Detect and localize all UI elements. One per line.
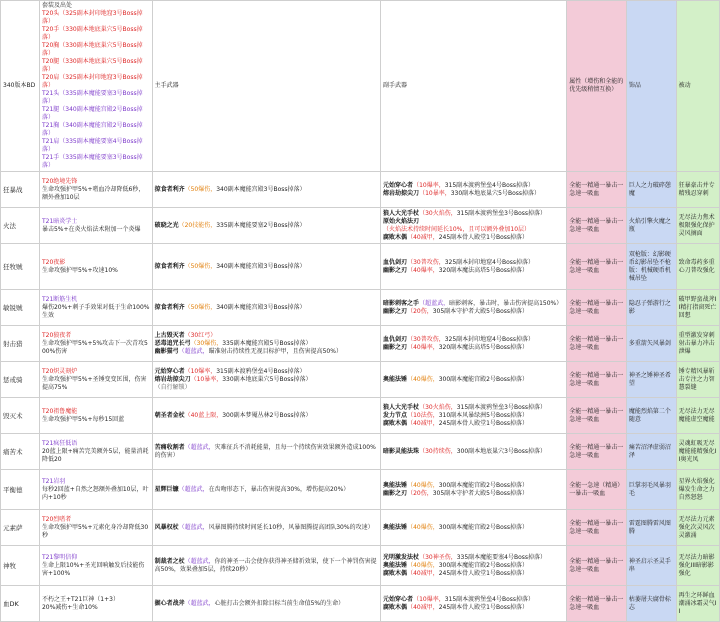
off-weapon-text: （10法伤， xyxy=(407,411,439,419)
table-row xyxy=(1,208,720,244)
set-bonus-cell xyxy=(39,290,152,326)
off-weapon-text: （40爆伤， xyxy=(407,375,439,383)
accessory-cell: 魔能烈焰第二个随意 xyxy=(626,398,676,434)
table-row xyxy=(1,398,720,434)
class-name: 火法 xyxy=(1,208,40,244)
off-weapon-text: （30火焰伤， xyxy=(419,403,457,411)
off-weapon-text: 325副本封印地窟4号Boss掉落） xyxy=(444,335,535,343)
set-bonus-cell xyxy=(39,208,152,244)
main-weapon-text: 心脏打击会额外扣除目标当前生命值5%的生命） xyxy=(214,599,345,607)
main-weapon-text: 335副本魔能宫殿5号Boss掉落） xyxy=(222,339,312,347)
off-weapon-text: 血仇剑刃 xyxy=(383,335,408,343)
main-weapon-text: 掘心者战斧 xyxy=(154,599,185,607)
attribute-cell: 全能一精通一暴击一急速一吸血 xyxy=(567,546,627,586)
set-bonus-text: 生命攻强护甲5%+每秒15回蓝 xyxy=(41,415,125,423)
off-weapon-text: （30持续伤， xyxy=(419,447,457,455)
main-weapon-text: 在齿吻形态下，暴击伤害提高30%，增伤提高20%） xyxy=(208,485,350,493)
main-weapon-cell xyxy=(152,362,380,398)
table-row xyxy=(1,362,720,398)
off-weapon-cell xyxy=(381,172,567,208)
off-weapon-text: （30神圣伤， xyxy=(419,553,457,561)
off-weapon-text: 奥能法锤 xyxy=(383,481,408,489)
passive-cell: 无尽法力焦术极限强化保护灵风摘面 xyxy=(676,208,719,244)
off-weapon-text: 310副本风暴绿洲5号Boss掉落） xyxy=(438,411,529,419)
off-weapon-cell xyxy=(381,510,567,546)
off-weapon-text: 320副本魔法高塔5号Boss掉落） xyxy=(438,343,529,351)
off-weapon-text: 315副本渡鸦堡垒3号Boss掉落） xyxy=(456,209,547,217)
main-weapon-text: 330副本地底巢穴5号Boss掉落） xyxy=(222,375,312,383)
attribute-cell: 全能一精通一暴击一急速一吸血 xyxy=(567,208,627,244)
off-weapon-text: 血仇剑刃 xyxy=(383,258,408,266)
main-weapon-text: （20技能伤， xyxy=(178,221,217,229)
main-weapon-text: 掠食者利齐 xyxy=(154,303,185,311)
off-weapon-text: （20伤， xyxy=(407,489,433,497)
class-name: 元素萨 xyxy=(1,510,40,546)
passive-cell: 致命毒药多重心刀普攻强化 xyxy=(676,244,719,290)
off-weapon-text: 暗影刺客之手 xyxy=(383,299,420,307)
accessory-cell: 巨人之力破碎憩魔 xyxy=(626,172,676,208)
class-name: 狂暴战 xyxy=(1,172,40,208)
main-weapon-cell xyxy=(152,586,380,622)
main-weapon-text: 星辉巨镰 xyxy=(154,485,179,493)
off-weapon-text: （火焰法术持续时间延长10%，且可以额外叠加10层） xyxy=(383,225,531,233)
attribute-cell: 全能一精通一暴击一急速一吸血 xyxy=(567,244,627,290)
off-weapon-text: 腐败木偶 xyxy=(383,419,408,427)
main-weapon-text: （超蓝武， xyxy=(184,443,215,451)
set-source-line: T20手（330副本地底巢穴5号Boss掉落） xyxy=(41,26,143,41)
accessory-cell: 雷霆图腾雷风图腾 xyxy=(626,510,676,546)
off-weapon-cell xyxy=(381,290,567,326)
set-bonus-text: T21暗炎学士 xyxy=(41,217,78,225)
main-weapon-text: （超蓝武， xyxy=(178,485,209,493)
passive-cell: 重型激发穿刺射击暴力冲击泄爆 xyxy=(676,326,719,362)
set-bonus-text: T20炽灵刻炉 xyxy=(41,367,78,375)
off-weapon-text: 光明激发法杖 xyxy=(383,553,420,561)
accessory-cell: 痛苦沼泽虚弱沼泽 xyxy=(626,434,676,470)
class-name: 平衡德 xyxy=(1,470,40,510)
main-weapon-text: 瞄准射击持续性无视目标护甲，且伤害提高50%） xyxy=(208,347,342,355)
off-weapon-cell xyxy=(381,244,567,290)
set-bonus-cell xyxy=(39,470,152,510)
off-weapon-text: （10爆率， xyxy=(413,181,445,189)
off-weapon-text: 315副本渡鸦堡垒4号Boss掉落） xyxy=(444,181,535,189)
off-weapon-text: 发力节点 xyxy=(383,411,408,419)
off-weapon-text: 幽影之刃 xyxy=(383,266,408,274)
off-weapon-text: （40减甲， xyxy=(407,233,439,241)
off-weapon-text: 245副本骨人殿堂1号Boss掉落） xyxy=(438,603,529,611)
main-weapon-text: 破晓之光 xyxy=(154,221,179,229)
passive-cell: 再生之环鲜血潮涌冰霜灵气II xyxy=(676,586,719,622)
off-weapon-text: 300副本地底巢穴3号Boss掉落） xyxy=(456,447,547,455)
accessory-cell: 多重箭矢风暴剑 xyxy=(626,326,676,362)
main-weapon-text: 335副本魔能要塞2号Boss掉落） xyxy=(216,221,306,229)
class-name: 敏锐贼 xyxy=(1,290,40,326)
off-weapon-text: 245副本骨人殿堂1号Boss掉落） xyxy=(438,419,529,427)
main-weapon-text: （自行解锁） xyxy=(154,383,191,391)
attribute-cell: 全能一急速（精通）一暴击一吸血 xyxy=(567,470,627,510)
off-weapon-cell xyxy=(381,586,567,622)
off-weapon-text: 腐败木偶 xyxy=(383,569,408,577)
passive-header: 被动 xyxy=(676,1,719,172)
set-header-cell xyxy=(39,1,152,172)
off-weapon-text: 300副本魔能宫殿2号Boss掉落） xyxy=(438,523,529,531)
main-weapon-cell xyxy=(152,326,380,362)
set-bonus-text: 生命攻强护甲5%+嗜血冷却降低6秒，额外叠加10层 xyxy=(41,185,145,201)
accessory-header: 饰品 xyxy=(626,1,676,172)
accessory-cell: 枯萎屠夫腐骨标志 xyxy=(626,586,676,622)
table-row xyxy=(1,470,720,510)
attribute-cell: 全能一精通一暴击一急速一吸血 xyxy=(567,362,627,398)
main-weapon-cell xyxy=(152,172,380,208)
table-row xyxy=(1,290,720,326)
set-bonus-text: T20狼夜者 xyxy=(41,331,72,339)
set-bonus-text: 每秒2回蓝+自然之怒额外叠加10层，叶内+10秒 xyxy=(41,485,149,501)
set-bonus-cell xyxy=(39,510,152,546)
set-bonus-text: 生命攻强护甲5%+元素化身冷却降低30秒 xyxy=(41,523,149,539)
set-bonus-cell xyxy=(39,546,152,586)
set-bonus-text: T20烈嗜者 xyxy=(41,515,72,523)
main-weapon-text: 风暴图腾持续时间延长10秒，风暴图腾提高团队30%的攻速） xyxy=(208,523,374,531)
off-weapon-text: 元始穿心者 xyxy=(383,595,414,603)
set-source-line: T21手（335副本魔能要塞3号Boss掉落） xyxy=(41,154,143,169)
main-weapon-text: 元始穿心者 xyxy=(154,367,185,375)
attribute-cell: 全能一精通一暴击一急速一吸血 xyxy=(567,172,627,208)
table-row xyxy=(1,510,720,546)
main-weapon-cell xyxy=(152,434,380,470)
header-row xyxy=(1,1,720,172)
off-weapon-text: 325副本封印地窟4号Boss掉落） xyxy=(444,258,535,266)
class-name: 血DK xyxy=(1,586,40,622)
set-source-line: T21肩（335副本魔能要塞4号Boss掉落） xyxy=(41,138,143,153)
set-bonus-cell xyxy=(39,326,152,362)
off-weapon-text: 幽影之刃 xyxy=(383,307,408,315)
set-bonus-text: 生命上限10%+圣光回响触发后技能伤害+100% xyxy=(41,561,145,577)
set-bonus-cell xyxy=(39,398,152,434)
set-bonus-cell xyxy=(39,172,152,208)
class-name: 狂牧贼 xyxy=(1,244,40,290)
off-weapon-text: 熔岩劫掠尖刀 xyxy=(383,189,420,197)
attribute-header: 属性（增伤和全能的优先级稍情互换） xyxy=(567,1,627,172)
main-weapon-text: （30红弓） xyxy=(184,331,217,339)
set-bonus-cell xyxy=(39,434,152,470)
passive-cell: 无尽法力暗影强化III暗影影强化 xyxy=(676,546,719,586)
off-weapon-text: 暗影灵能法珠 xyxy=(383,447,420,455)
off-weapon-text: 幽影之刃 xyxy=(383,343,408,351)
attribute-cell: 全能一精通一暴击一急速一吸血 xyxy=(567,586,627,622)
main-weapon-text: （10暴率， xyxy=(190,375,223,383)
main-weapon-text: （超蓝武， xyxy=(184,557,215,565)
set-bonus-text: 生命攻强护甲5%+5%攻击下一次青攻500%伤害 xyxy=(41,339,148,355)
main-weapon-text: （超蓝武， xyxy=(178,347,209,355)
set-bonus-text: 生命攻强护甲5%+攻速10% xyxy=(41,266,118,274)
main-weapon-text: 300副本梦魇丛林2号Boss掉落） xyxy=(222,411,312,419)
off-weapon-text: 320副本魔法高塔5号Boss掉落） xyxy=(438,266,529,274)
off-weapon-cell xyxy=(381,326,567,362)
table-row xyxy=(1,586,720,622)
set-bonus-text: 爆伤20%+刺子手效果对低于生命100%生效 xyxy=(41,303,150,319)
set-bonus-text: T20祖鲁魔能 xyxy=(41,407,78,415)
set-bonus-text: T21岩羽 xyxy=(41,477,66,485)
off-weapon-text: 300副本魔能宫殿2号Boss掉落） xyxy=(438,481,529,489)
main-weapon-text: 苦痛收割者 xyxy=(154,443,185,451)
off-weapon-text: 300副本魔能宫殿2号Boss掉落） xyxy=(438,561,529,569)
passive-cell: 狂暴豪击并专精残忍穿刺 xyxy=(676,172,719,208)
off-weapon-text: 300副本魔能宫殿2号Boss掉落） xyxy=(438,375,529,383)
attribute-cell: 全能一精通一暴击一急速一吸血 xyxy=(567,510,627,546)
off-weapon-text: （40爆伤， xyxy=(407,481,439,489)
off-weapon-text: 305副本守护者大殿5号Boss掉落） xyxy=(432,489,529,497)
off-weapon-text: 奥能法锤 xyxy=(383,523,408,531)
main-weapon-cell xyxy=(152,244,380,290)
off-weapon-text: 245副本骨人殿堂1号Boss掉落） xyxy=(438,233,529,241)
set-bonus-cell xyxy=(39,244,152,290)
set-bonus-text: 20%减伤+生命10% xyxy=(41,603,98,611)
set-bonus-text: T21断筋生机 xyxy=(41,295,78,303)
accessory-cell: 巨掌羽毛风暴羽毛 xyxy=(626,470,676,510)
main-weapon-text: 灾难征兵不消耗能量，且每一个持续伤害效果额外造成100%的伤害） xyxy=(154,443,376,459)
accessory-cell: 神圣之锤神圣希望 xyxy=(626,362,676,398)
main-weapon-text: 恶毒追咒长弓 xyxy=(154,339,191,347)
off-weapon-text: 305副本守护者大殿5号Boss掉落） xyxy=(432,307,529,315)
off-weapon-text: （40爆伤， xyxy=(407,523,439,531)
off-weapon-text: （超蓝武， xyxy=(419,299,450,307)
main-weapon-text: （50爆伤， xyxy=(184,262,217,270)
off-weapon-cell xyxy=(381,546,567,586)
table-row xyxy=(1,326,720,362)
off-weapon-header: 副手武器 xyxy=(381,1,567,172)
attribute-cell: 全能一精通一暴击一急速一吸血 xyxy=(567,326,627,362)
off-weapon-cell xyxy=(381,398,567,434)
main-weapon-text: （40蓝上限， xyxy=(184,411,223,419)
accessory-cell: 隐忍子弹游行之影 xyxy=(626,290,676,326)
off-weapon-text: 狼人大光手杖 xyxy=(383,209,420,217)
off-weapon-text: （10爆率， xyxy=(413,595,445,603)
off-weapon-text: 奥能法锤 xyxy=(383,561,408,569)
set-source-line: T20腿（330副本地底巢穴5号Boss掉落） xyxy=(41,58,143,73)
main-weapon-text: （50爆伤， xyxy=(184,185,217,193)
off-weapon-text: 元始穿心者 xyxy=(383,181,414,189)
attribute-cell: 全能一精通一暴击一急速一吸血 xyxy=(567,434,627,470)
main-weapon-text: （30爆伤， xyxy=(190,339,223,347)
class-name: 惩戒骑 xyxy=(1,362,40,398)
off-weapon-text: 330副本地底巢穴5号Boss掉落） xyxy=(450,189,541,197)
set-source-line: T20胸（330副本地底巢穴5号Boss掉落） xyxy=(41,42,143,57)
off-weapon-text: （20伤， xyxy=(407,307,433,315)
off-weapon-text: 狼人大光手杖 xyxy=(383,403,420,411)
set-bonus-text: 20蓝上限+痛苦完美额外5层，能量消耗降低20 xyxy=(41,447,149,463)
table-row xyxy=(1,172,720,208)
class-name: 射击猎 xyxy=(1,326,40,362)
passive-cell: 无尽法力元素强化次灵风次灵激涌 xyxy=(676,510,719,546)
set-source-line: T21腿（340副本魔能宫殿2号Boss掉落） xyxy=(41,106,143,121)
off-weapon-text: 315副本渡鸦堡垒3号Boss掉落） xyxy=(456,403,547,411)
main-weapon-text: （超蓝武， xyxy=(184,599,215,607)
off-weapon-cell xyxy=(381,470,567,510)
off-weapon-text: （30普攻伤， xyxy=(407,258,445,266)
main-weapon-text: （10爆率， xyxy=(184,367,217,375)
main-weapon-text: 幽影猫弓 xyxy=(154,347,179,355)
accessory-cell: 火焰引擎火魔之瓶 xyxy=(626,208,676,244)
main-weapon-cell xyxy=(152,208,380,244)
set-bonus-text: 生命攻强护甲5%+圣锤变变匡围，伤害提高75% xyxy=(41,375,147,391)
main-weapon-text: 你的神圣一击会使你获得神圣储祈效果，使下一个神罚伤害提高50%，效果叠加5层，持续20秒） xyxy=(154,557,377,573)
off-weapon-text: 奥能法锤 xyxy=(383,375,408,383)
table-row xyxy=(1,244,720,290)
set-source-line: T20头（325副本封印地窟3号Boss掉落） xyxy=(41,10,143,25)
set-bonus-cell xyxy=(39,586,152,622)
main-weapon-text: 制裁者之杖 xyxy=(154,557,185,565)
main-weapon-text: 掠食者利齐 xyxy=(154,262,185,270)
set-bonus-text: T20绝境先锋 xyxy=(41,177,78,185)
set-bonus-text: 暴击5%+在炎火焰法术附加一个炎爆 xyxy=(41,225,141,233)
off-weapon-text: （30火焰伤， xyxy=(419,209,457,217)
off-weapon-text: （40爆率， xyxy=(407,343,439,351)
accessory-cell: 双枪版：幻影硬币幻影吊坠不枪版：机械硬币机械吊坠 xyxy=(626,244,676,290)
off-weapon-cell xyxy=(381,208,567,244)
class-name: 痛苦术 xyxy=(1,434,40,470)
set-bonus-cell xyxy=(39,362,152,398)
off-weapon-text: 335副本魔能要塞4号Boss掉落） xyxy=(456,553,547,561)
main-weapon-text: 熔岩劫掠尖刀 xyxy=(154,375,191,383)
main-weapon-cell xyxy=(152,290,380,326)
main-weapon-cell xyxy=(152,546,380,586)
passive-cell: 灵魂虹吸无尽魔能能精强化II奥光凤 xyxy=(676,434,719,470)
main-weapon-cell xyxy=(152,470,380,510)
off-weapon-text: （40减甲， xyxy=(407,569,439,577)
main-weapon-text: 掠食者利齐 xyxy=(154,185,185,193)
off-weapon-text: 原始火焰法刃 xyxy=(383,217,420,225)
off-weapon-text: （40爆伤， xyxy=(407,561,439,569)
off-weapon-text: 腐败木偶 xyxy=(383,603,408,611)
passive-cell: 破甲野蛮战斧II精打指窗死亡回想 xyxy=(676,290,719,326)
off-weapon-text: 腐败木偶 xyxy=(383,233,408,241)
attribute-cell: 全能一精通一暴击一急速一吸血 xyxy=(567,290,627,326)
set-source-line: T21胸（340副本魔能宫殿2号Boss掉落） xyxy=(41,122,143,137)
off-weapon-text: （40减甲， xyxy=(407,419,439,427)
class-name: 毁灭术 xyxy=(1,398,40,434)
set-title: 套装及出处 xyxy=(41,2,72,9)
passive-cell: 无尽法力无尽魔能虚空魔能 xyxy=(676,398,719,434)
off-weapon-cell xyxy=(381,362,567,398)
main-weapon-text: 340副本魔能宫殿3号Boss掉落） xyxy=(216,262,306,270)
set-bonus-text: T20夜影 xyxy=(41,258,66,266)
main-weapon-text: 风暴权杖 xyxy=(154,523,179,531)
version-cell: 340版本BD xyxy=(1,1,40,172)
table-row xyxy=(1,546,720,586)
main-weapon-text: （50爆伤， xyxy=(184,303,217,311)
set-source-line: T20肩（325副本封印地窟3号Boss掉落） xyxy=(41,74,143,89)
set-source-line: T21头（335副本魔能要塞3号Boss掉落） xyxy=(41,90,143,105)
off-weapon-text: （10暴率， xyxy=(419,189,451,197)
set-bonus-text: 不朽之王+T21巨神（1+3） xyxy=(41,595,119,603)
accessory-cell: 神圣启示圣灵手串 xyxy=(626,546,676,586)
passive-cell: 星界火焰强化爆发生命之力自然怒怒 xyxy=(676,470,719,510)
main-weapon-text: （超蓝武， xyxy=(178,523,209,531)
main-weapon-text: 315副本渡鸦堡垒4号Boss掉落） xyxy=(216,367,306,375)
off-weapon-text: （30普攻伤， xyxy=(407,335,445,343)
class-name: 神牧 xyxy=(1,546,40,586)
off-weapon-text: 245副本骨人殿堂1号Boss掉落） xyxy=(438,569,529,577)
attribute-cell: 全能一精通一暴击一急速一吸血 xyxy=(567,398,627,434)
set-bonus-text: T21黎明信仰 xyxy=(41,553,78,561)
off-weapon-text: 暗影刺客，暴击时，暴击伤害提高150%） xyxy=(449,299,563,307)
off-weapon-text: 幽影之刃 xyxy=(383,489,408,497)
off-weapon-text: （40减甲， xyxy=(407,603,439,611)
main-weapon-cell xyxy=(152,398,380,434)
main-weapon-text: 上古毁灭者 xyxy=(154,331,185,339)
main-weapon-cell xyxy=(152,510,380,546)
off-weapon-text: （40爆率， xyxy=(407,266,439,274)
off-weapon-text: 315副本渡鸦堡垒4号Boss掉落） xyxy=(444,595,535,603)
main-weapon-text: 340副本魔能宫殿3号Boss掉落） xyxy=(216,303,306,311)
table-row xyxy=(1,434,720,470)
set-bonus-text: T21疯狂低语 xyxy=(41,439,78,447)
main-weapon-text: 340副本魔能宫殿3号Boss掉落） xyxy=(216,185,306,193)
main-weapon-text: 朝圣者金杖 xyxy=(154,411,185,419)
off-weapon-cell xyxy=(381,434,567,470)
main-weapon-header: 主手武器 xyxy=(152,1,380,172)
passive-cell: 锤专精风暴斩击专注之力智慧裂缝 xyxy=(676,362,719,398)
